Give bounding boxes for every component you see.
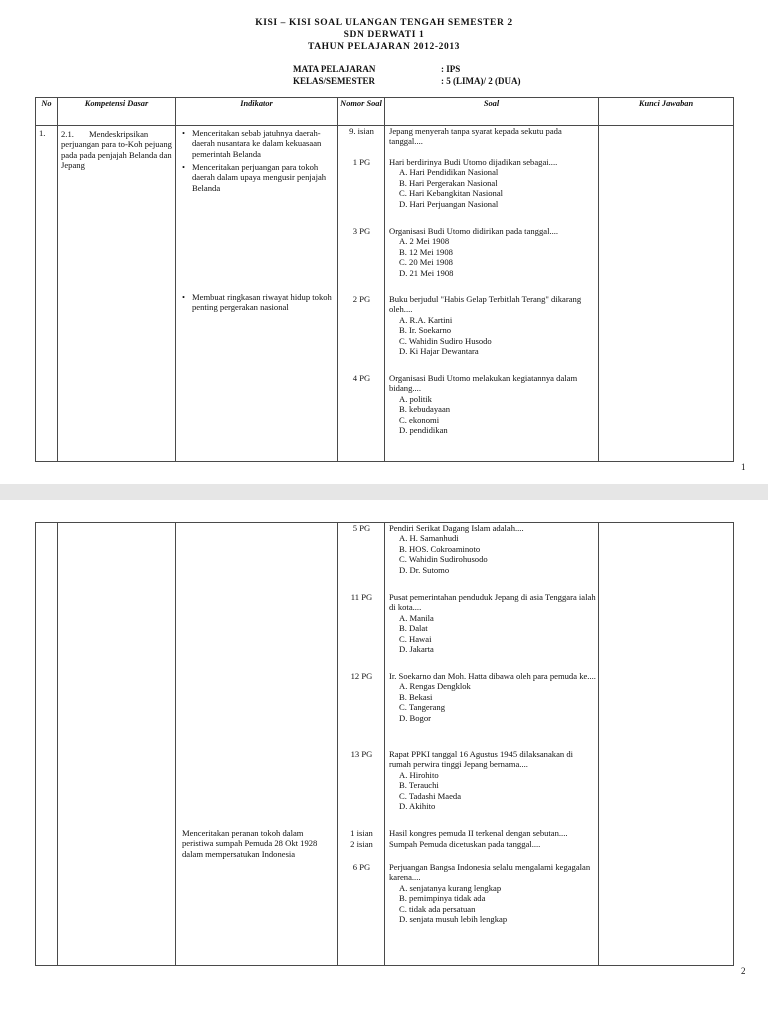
question-number: 5 PG bbox=[352, 523, 371, 533]
answer-option: B. 12 Mei 1908 bbox=[399, 246, 453, 257]
table-row bbox=[36, 126, 734, 462]
answer-option: B. Bekasi bbox=[399, 691, 433, 702]
question-number: 11 PG bbox=[350, 592, 373, 602]
kompetensi-dasar-cell bbox=[58, 126, 176, 462]
question-text: Pusat pemerintahan penduduk Jepang di asia Tenggara ialah di kota.... bbox=[389, 592, 596, 613]
answer-option: C. Hawai bbox=[399, 633, 432, 644]
question-item bbox=[389, 671, 597, 723]
indicator-item: • Membuat ringkasan riwayat hidup tokoh penting pergerakan nasional bbox=[182, 292, 332, 313]
doc-title-line-1: KISI – KISI SOAL ULANGAN TENGAH SEMESTER 2 bbox=[255, 18, 513, 28]
kompetensi-dasar-cell bbox=[58, 523, 176, 966]
page-number: 2 bbox=[741, 966, 746, 976]
answer-option: D. 21 Mei 1908 bbox=[399, 267, 454, 278]
row-number-cell bbox=[36, 523, 58, 966]
question-item bbox=[389, 157, 597, 209]
question-text: Perjuangan Bangsa Indonesia selalu mengalami kegagalan karena.... bbox=[389, 862, 591, 883]
question-number: 13 PG bbox=[350, 749, 373, 759]
document-page-2 bbox=[0, 500, 768, 1024]
question-number: 12 PG bbox=[350, 671, 373, 681]
answer-option: D. Hari Perjuangan Nasional bbox=[399, 198, 499, 209]
answer-option: C. Tangerang bbox=[399, 702, 446, 713]
doc-title-line-3: TAHUN PELAJARAN 2012-2013 bbox=[307, 42, 461, 52]
row-number: 1. bbox=[39, 128, 46, 138]
answer-option: D. Bogor bbox=[399, 712, 431, 723]
answer-option: B. Ir. Soekarno bbox=[399, 325, 452, 336]
question-number: 2 PG bbox=[352, 294, 371, 304]
question-item bbox=[389, 294, 597, 356]
doc-title-line-2: SDN DERWATI 1 bbox=[343, 30, 425, 40]
nomor-soal-cell bbox=[338, 126, 385, 462]
question-number: 3 PG bbox=[352, 226, 371, 236]
header-no: No bbox=[36, 98, 58, 126]
answer-option: A. Manila bbox=[399, 612, 434, 623]
question-item bbox=[389, 749, 597, 811]
indicator-item: • Menceritakan sebab jatuhnya daerah-daerah nusantara ke dalam kekuasaan pemerintah Belanda bbox=[182, 128, 322, 159]
answer-option: C. 20 Mei 1908 bbox=[399, 257, 453, 268]
bullet-icon: • bbox=[182, 292, 186, 302]
indikator-cell bbox=[176, 126, 338, 462]
question-item bbox=[389, 592, 597, 654]
answer-option: A. senjatanya kurang lengkap bbox=[399, 882, 502, 893]
answer-option: C. Wahidin Sudirohusodo bbox=[399, 554, 488, 565]
answer-option: C. tidak ada persatuan bbox=[399, 903, 476, 914]
class-value: : 5 (LIMA)/ 2 (DUA) bbox=[441, 76, 521, 86]
answer-option: C. Hari Kebangkitan Nasional bbox=[399, 188, 504, 199]
class-label: KELAS/SEMESTER bbox=[293, 76, 376, 86]
answer-option: A. politik bbox=[399, 393, 432, 404]
answer-option: A. 2 Mei 1908 bbox=[399, 236, 450, 247]
header-indikator: Indikator bbox=[176, 98, 338, 126]
question-text: Organisasi Budi Utomo didirikan pada tanggal.... bbox=[389, 226, 559, 236]
question-number: 6 PG bbox=[352, 862, 371, 872]
answer-option: C. Tadashi Maeda bbox=[399, 790, 462, 801]
subject-row bbox=[293, 63, 460, 75]
answer-option: D. pendidikan bbox=[399, 425, 448, 436]
header-kunci-jawaban: Kunci Jawaban bbox=[599, 98, 734, 126]
question-text: Pendiri Serikat Dagang Islam adalah.... bbox=[389, 523, 524, 533]
question-text: Buku berjudul "Habis Gelap Terbitlah Terang" dikarang oleh.... bbox=[389, 294, 582, 315]
question-number: 2 isian bbox=[350, 839, 373, 849]
question-number: 1 isian bbox=[350, 828, 373, 838]
question-item bbox=[389, 226, 597, 278]
soal-cell bbox=[385, 126, 599, 462]
question-item bbox=[389, 523, 597, 575]
question-text: Organisasi Budi Utomo melakukan kegiatannya dalam bidang.... bbox=[389, 373, 578, 394]
question-item bbox=[389, 373, 597, 435]
bullet-icon: • bbox=[182, 128, 186, 138]
kompetensi-dasar-text bbox=[58, 126, 175, 171]
indicator-item: Menceritakan peranan tokoh dalam peristiwa sumpah Pemuda 28 Okt 1928 dalam mempersatukan Indonesia bbox=[182, 828, 318, 859]
question-text: Jepang menyerah tanpa syarat kepada sekutu pada tanggal.... bbox=[389, 126, 562, 147]
kisi-kisi-table-page-1 bbox=[35, 97, 734, 462]
answer-option: B. kebudayaan bbox=[399, 404, 451, 415]
answer-option: B. HOS. Cokroaminoto bbox=[399, 543, 481, 554]
answer-option: A. H. Samanhudi bbox=[399, 533, 459, 544]
answer-option: D. Akihito bbox=[399, 801, 436, 812]
kd-description: Mendeskripsikan perjuangan para to-Koh pejuang pada pada penjajah Belanda dan Jepang bbox=[61, 129, 172, 171]
document-page-1 bbox=[0, 0, 768, 484]
answer-option: A. Hirohito bbox=[399, 769, 439, 780]
answer-option: A. Hari Pendidikan Nasional bbox=[399, 167, 499, 178]
subject-label: MATA PELAJARAN bbox=[293, 64, 376, 74]
indicator-item: • Menceritakan perjuangan para tokoh daerah dalam upaya mengusir penjajah Belanda bbox=[182, 162, 327, 193]
answer-option: B. Dalat bbox=[399, 623, 428, 634]
answer-option: D. Dr. Sutomo bbox=[399, 564, 450, 575]
answer-option: D. Jakarta bbox=[399, 644, 434, 655]
answer-option: B. Hari Pergerakan Nasional bbox=[399, 177, 498, 188]
kunci-jawaban-cell bbox=[599, 126, 734, 462]
answer-option: A. R.A. Kartini bbox=[399, 314, 453, 325]
question-item bbox=[389, 126, 597, 147]
table-row bbox=[36, 523, 734, 966]
answer-option: D. Ki Hajar Dewantara bbox=[399, 346, 479, 357]
class-row bbox=[293, 75, 520, 87]
question-number: 4 PG bbox=[352, 373, 371, 383]
question-number: 9. isian bbox=[349, 126, 374, 136]
question-number: 1 PG bbox=[352, 157, 371, 167]
soal-cell bbox=[385, 523, 599, 966]
question-item bbox=[389, 828, 597, 838]
answer-option: C. Wahidin Sudiro Husodo bbox=[399, 335, 492, 346]
kd-number: 2.1. bbox=[61, 129, 74, 139]
question-text: Sumpah Pemuda dicetuskan pada tanggal.... bbox=[389, 839, 541, 849]
answer-option: B. Terauchi bbox=[399, 780, 439, 791]
answer-option: D. senjata musuh lebih lengkap bbox=[399, 914, 508, 925]
row-number-cell bbox=[36, 126, 58, 462]
header-nomor-soal: Nomor Soal bbox=[338, 98, 385, 126]
kunci-jawaban-cell bbox=[599, 523, 734, 966]
question-item bbox=[389, 839, 597, 849]
question-text: Hasil kongres pemuda II terkenal dengan sebutan.... bbox=[389, 828, 568, 838]
question-item bbox=[389, 862, 597, 924]
subject-value: : IPS bbox=[441, 64, 461, 74]
question-text: Ir. Soekarno dan Moh. Hatta dibawa oleh para pemuda ke.... bbox=[389, 671, 596, 681]
answer-option: B. pemimpinya tidak ada bbox=[399, 893, 486, 904]
header-kompetensi-dasar: Kompetensi Dasar bbox=[58, 98, 176, 126]
question-text: Rapat PPKI tanggal 16 Agustus 1945 dilaksanakan di rumah perwira tinggi Jepang bernama.... bbox=[389, 749, 574, 770]
nomor-soal-cell bbox=[338, 523, 385, 966]
answer-option: A. Rengas Dengklok bbox=[399, 681, 471, 692]
kisi-kisi-table-page-2 bbox=[35, 522, 734, 966]
header-soal: Soal bbox=[385, 98, 599, 126]
question-text: Hari berdirinya Budi Utomo dijadikan sebagai.... bbox=[389, 157, 558, 167]
answer-option: C. ekonomi bbox=[399, 414, 440, 425]
table-header-row bbox=[36, 98, 734, 126]
bullet-icon: • bbox=[182, 162, 186, 172]
indikator-cell bbox=[176, 523, 338, 966]
page-number: 1 bbox=[741, 462, 746, 472]
